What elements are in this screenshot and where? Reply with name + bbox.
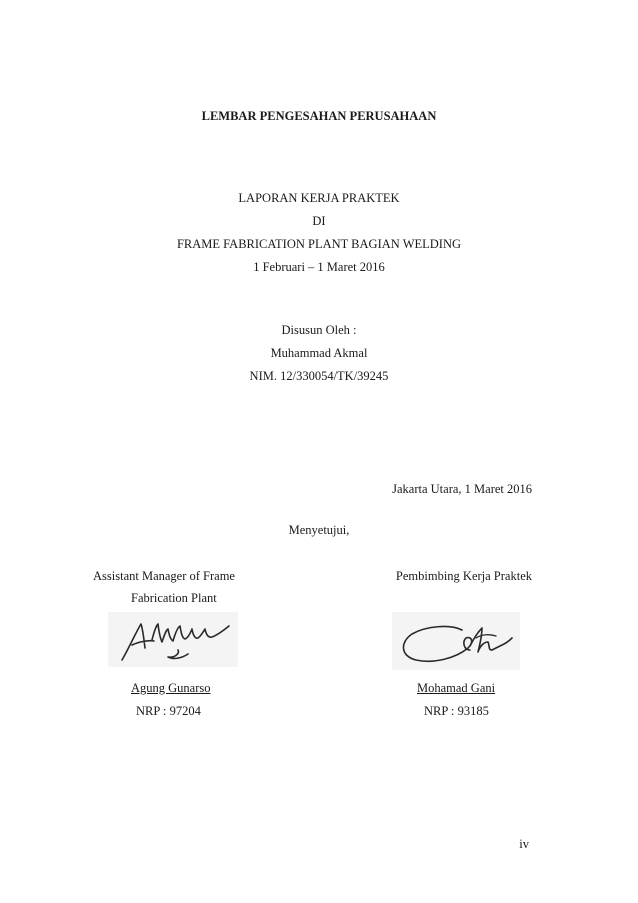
right-signatory-name: Mohamad Gani xyxy=(417,681,496,695)
report-title-line2: DI xyxy=(312,214,326,228)
left-signatory-nrp: NRP : 97204 xyxy=(136,704,201,718)
page-number: iv xyxy=(519,837,529,851)
report-period: 1 Februari – 1 Maret 2016 xyxy=(253,260,385,274)
right-signatory-title: Pembimbing Kerja Praktek xyxy=(395,569,532,583)
report-title-line1: LAPORAN KERJA PRAKTEK xyxy=(238,191,400,205)
author-label: Disusun Oleh : xyxy=(281,323,357,337)
approval-text: Menyetujui, xyxy=(288,523,350,537)
left-signatory-name: Agung Gunarso xyxy=(131,681,211,695)
report-title-line3: FRAME FABRICATION PLANT BAGIAN WELDING xyxy=(176,237,462,251)
place-date: Jakarta Utara, 1 Maret 2016 xyxy=(392,482,532,496)
right-signatory-nrp: NRP : 93185 xyxy=(424,704,489,718)
handwritten-signature-icon xyxy=(108,612,238,667)
left-signatory-title-line2: Fabrication Plant xyxy=(131,591,217,605)
author-nim: NIM. 12/330054/TK/39245 xyxy=(249,369,389,383)
handwritten-signature-icon xyxy=(392,612,520,670)
left-signatory-title-line1: Assistant Manager of Frame xyxy=(93,569,235,583)
author-name: Muhammad Akmal xyxy=(270,346,368,360)
page-title: LEMBAR PENGESAHAN PERUSAHAAN xyxy=(201,109,437,123)
